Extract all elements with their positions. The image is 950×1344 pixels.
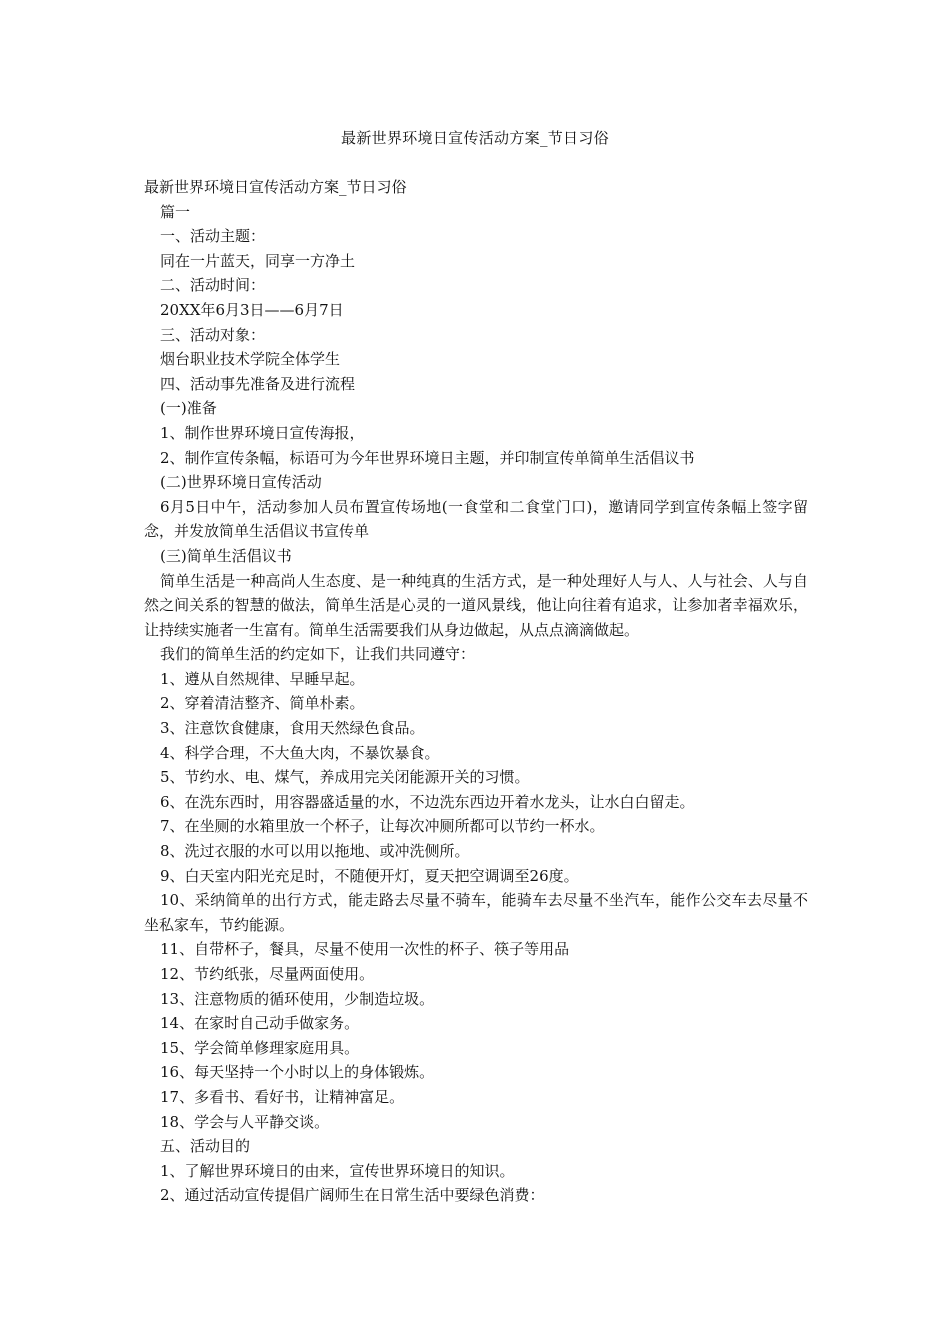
section-heading: 二、活动时间：: [160, 276, 266, 295]
list-item: 1、了解世界环境日的由来，宣传世界环境日的知识。: [160, 1161, 515, 1180]
list-item: 9、白天室内阳光充足时，不随便开灯，夏天把空调调至26度。: [160, 866, 579, 885]
list-item: 8、洗过衣服的水可以用以拖地、或冲洗侧所。: [160, 842, 470, 861]
list-item: 1、制作世界环境日宣传海报，: [160, 423, 365, 442]
list-item-wrapped: 10、采纳简单的出行方式，能走路去尽量不骑车，能骑车去尽量不坐汽车，能作公交车去尽量不坐私家车，节约能源。: [144, 891, 808, 934]
page-title: 最新世界环境日宣传活动方案_节日习俗: [341, 129, 609, 147]
list-item: 11、自带杯子，餐具，尽量不使用一次性的杯子、筷子等用品: [160, 940, 570, 959]
list-item: 6、在洗东西时，用容器盛适量的水，不边洗东西边开着水龙头，让水白白留走。: [160, 792, 695, 811]
paragraph-simple-life: 简单生活是一种高尚人生态度、是一种纯真的生活方式，是一种处理好人与人、人与社会、人与自然之间关系的智慧的做法，简单生活是心灵的一道风景线，他让向往着有追求，让参加者幸福欢乐，让持续实施者一生富有。简单生活需要我们从身边做起，从点点滴滴做起。: [144, 571, 808, 639]
section-heading: 三、活动对象：: [160, 325, 266, 344]
document-body: [144, 175, 808, 1208]
list-item: 5、节约水、电、煤气，养成用完关闭能源开关的习惯。: [160, 768, 530, 787]
list-item: 4、科学合理，不大鱼大肉，不暴饮暴食。: [160, 743, 440, 762]
section-heading: 一、活动主题：: [160, 227, 266, 246]
list-item: 1、遵从自然规律、早睡早起。: [160, 669, 365, 688]
paragraph-june5: 6月5日中午，活动参加人员布置宣传场地(一食堂和二食堂门口)，邀请同学到宣传条幅上签字留念，并发放简单生活倡议书宣传单: [144, 497, 808, 541]
list-item: 15、学会简单修理家庭用具。: [160, 1038, 360, 1057]
time-text: 20XX年6月3日——6月7日: [160, 300, 344, 319]
section-heading: 五、活动目的: [160, 1137, 251, 1156]
list-item: 14、在家时自己动手做家务。: [160, 1014, 360, 1033]
list-item: 2、通过活动宣传提倡广阔师生在日常生活中要绿色消费：: [160, 1186, 545, 1205]
audience-text: 烟台职业技术学院全体学生: [160, 350, 341, 369]
section-label: 篇一: [160, 202, 191, 221]
list-item: 2、穿着清洁整齐、简单朴素。: [160, 694, 365, 713]
subsection-heading: (一)准备: [160, 399, 217, 418]
list-item: 17、多看书、看好书，让精神富足。: [160, 1087, 405, 1106]
theme-text: 同在一片蓝天，同享一方净土: [160, 251, 356, 270]
section-heading: 四、活动事先准备及进行流程: [160, 374, 356, 393]
subsection-heading: (二)世界环境日宣传活动: [160, 473, 322, 492]
list-item: 3、注意饮食健康，食用天然绿色食品。: [160, 719, 425, 738]
subsection-heading: (三)简单生活倡议书: [160, 546, 292, 565]
document-heading: 最新世界环境日宣传活动方案_节日习俗: [144, 178, 407, 196]
list-item: 12、节约纸张，尽量两面使用。: [160, 965, 375, 983]
list-item: 13、注意物质的循环使用，少制造垃圾。: [160, 989, 435, 1008]
list-item: 16、每天坚持一个小时以上的身体锻炼。: [160, 1063, 435, 1082]
list-item: 18、学会与人平静交谈。: [160, 1112, 330, 1131]
conventions-intro: 我们的简单生活的约定如下，让我们共同遵守：: [160, 645, 476, 664]
list-item: 2、制作宣传条幅，标语可为今年世界环境日主题，并印制宣传单简单生活倡议书: [160, 448, 695, 467]
list-item: 7、在坐厕的水箱里放一个杯子，让每次冲厕所都可以节约一杯水。: [160, 817, 605, 836]
